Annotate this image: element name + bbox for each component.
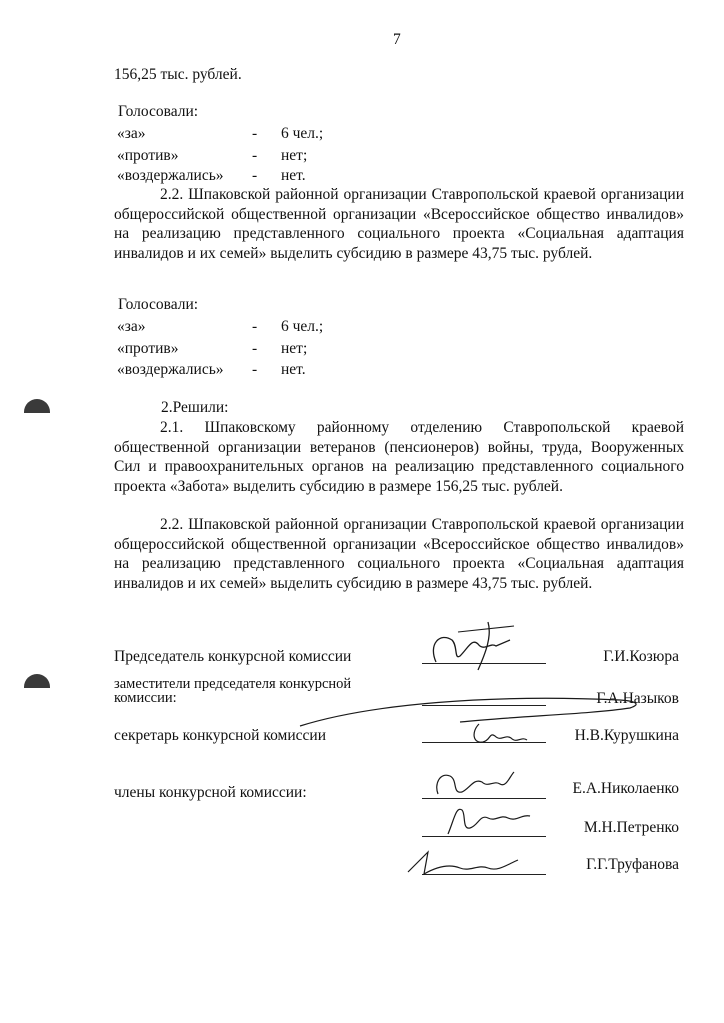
- vote-label: «за»: [117, 125, 146, 142]
- deputy-role-line1: заместители председателя конкурсной: [114, 676, 352, 692]
- vote-dash: -: [252, 125, 258, 142]
- deputy-role-line2: комиссии:: [114, 690, 177, 706]
- vote-label: «против»: [117, 147, 179, 164]
- vote-label: «за»: [117, 318, 146, 335]
- vote-value: нет.: [281, 167, 306, 184]
- page-number: 7: [393, 31, 401, 48]
- members-role: члены конкурсной комиссии:: [114, 784, 307, 801]
- member-signature: [398, 842, 528, 882]
- paragraph-2-2: [114, 185, 684, 263]
- vote-dash: -: [252, 167, 258, 184]
- vote-value: нет;: [281, 147, 308, 164]
- vote-value: 6 чел.;: [281, 125, 324, 142]
- member-signature: [428, 764, 528, 804]
- continuation-text: 156,25 тыс. рублей.: [114, 66, 242, 83]
- decision-2-1: [114, 418, 684, 496]
- secretary-signature: [465, 714, 545, 750]
- vote-heading: Голосовали:: [118, 103, 199, 120]
- chairman-role: Председатель конкурсной комиссии: [114, 648, 352, 665]
- vote-value: 6 чел.;: [281, 318, 324, 335]
- punch-hole-mark: [24, 399, 50, 413]
- member-signature: [440, 800, 540, 840]
- vote-dash: -: [252, 318, 258, 335]
- member-name: М.Н.Петренко: [583, 819, 679, 836]
- decided-heading: 2.Решили:: [161, 399, 229, 416]
- vote-value: нет.: [281, 361, 306, 378]
- vote-dash: -: [252, 340, 258, 357]
- vote-heading: Голосовали:: [118, 296, 199, 313]
- vote-label: «против»: [117, 340, 179, 357]
- member-name: Е.А.Николаенко: [572, 780, 679, 797]
- member-name: Г.Г.Труфанова: [586, 856, 679, 873]
- vote-dash: -: [252, 361, 258, 378]
- vote-dash: -: [252, 147, 258, 164]
- vote-label: «воздержались»: [117, 167, 224, 184]
- deputy-name: Г.А.Назыков: [596, 690, 679, 707]
- punch-hole-mark: [24, 674, 50, 688]
- secretary-name: Н.В.Курушкина: [574, 727, 679, 744]
- paragraph-text: 2.1. Шпаковскому районному отделению Ставропольской краевой общественной организации ветеранов (пенсионеров) войны, труда, Вооруженных Сил и правоохранительных органов на реализацию представленного социального проекта «Забота» выделить субсидию в размере 156,25 тыс. рублей.: [114, 419, 684, 495]
- chairman-signature: [418, 612, 528, 672]
- vote-label: «воздержались»: [117, 361, 224, 378]
- paragraph-text: 2.2. Шпаковской районной организации Ставропольской краевой организации общероссийской общественной организации «Всероссийское общество инвалидов» на реализацию представленного социального проекта «Социальная адаптация инвалидов и их семей» выделить субсидию в размере 43,75 тыс. рублей.: [114, 186, 684, 262]
- secretary-role: секретарь конкурсной комиссии: [114, 727, 326, 744]
- vote-value: нет;: [281, 340, 308, 357]
- decision-2-2: [114, 515, 684, 593]
- chairman-name: Г.И.Козюра: [603, 648, 679, 665]
- paragraph-text: 2.2. Шпаковской районной организации Ставропольской краевой организации общероссийской общественной организации «Всероссийское общество инвалидов» на реализацию представленного социального проекта «Социальная адаптация инвалидов и их семей» выделить субсидию в размере 43,75 тыс. рублей.: [114, 516, 684, 592]
